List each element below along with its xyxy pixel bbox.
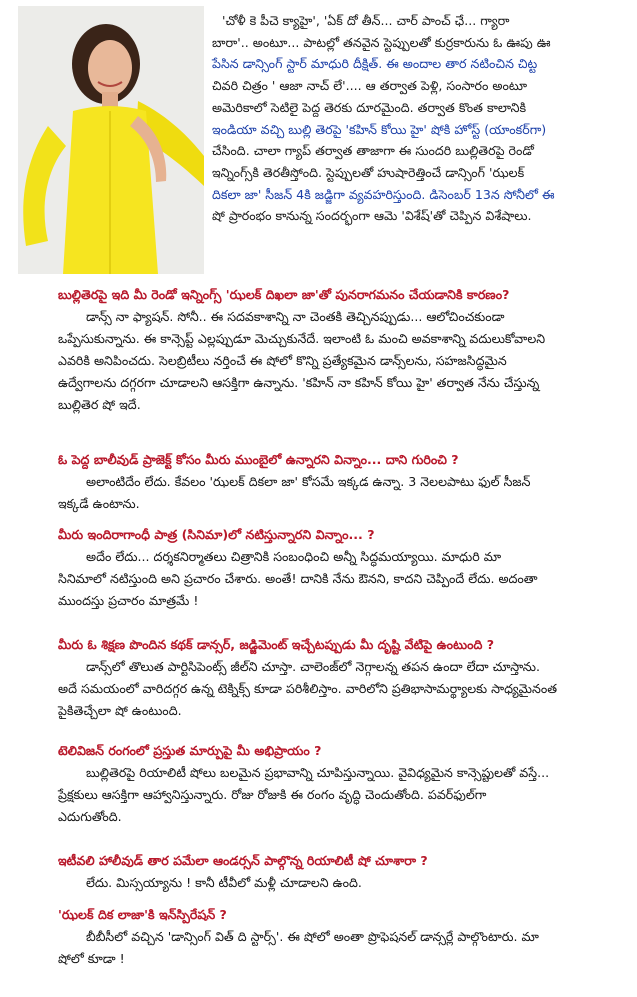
answer-line: డాన్స్ నా ఫ్యాషన్. సోనీ.. ఈ సదవకాశాన్ని నా చెంతకి తెచ్చినప్పుడు... ఆలోచించకుండా	[86, 308, 505, 324]
intro-line: దికలా జా' సీజన్ 4కి జడ్జిగా వ్యవహరిస్తుంది. డిసెంబర్ 13న సోనీలో ఈ	[212, 186, 555, 202]
intro-line: ఇన్నింగ్స్‌కి తెరతీస్తోంది. స్టెప్పులతో హుషారెత్తించే డాన్సింగ్ 'ఝలక్	[212, 164, 525, 180]
intro-line: చేసింది. చాలా గ్యాప్ తర్వాత తాజాగా ఈ సుందరి బుల్లితెరపై రెండో	[212, 143, 534, 159]
qa-block-6	[58, 850, 633, 894]
question: మీరు ఇందిరాగాంధీ పాత్ర (సినిమా)లో నటిస్తున్నారని విన్నాం... ?	[58, 527, 375, 542]
answer	[58, 656, 633, 722]
question: ఇటీవలి హాలీవుడ్ తార పమేలా ఆండర్సన్ పాల్గొన్న రియాలిటీ షో చూశారా ?	[58, 853, 428, 868]
answer	[58, 306, 633, 416]
intro-line: 'చోళీ కె పీచె క్యాహై', 'ఏక్ దో తీన్... చార్ పాంచ్ ఛే... గ్యారా	[222, 13, 510, 28]
answer-line: ఒప్పేసుకున్నాను. ఈ కాన్సెప్ట్ ఎల్లప్పుడూ మెచ్చుకునేదే. ఇలాంటి ఓ మంచి అవకాశాన్ని వదులుకోవాలని	[58, 330, 546, 346]
madhuri-photo	[18, 6, 204, 274]
intro-line: ఇండియా వచ్చి బుల్లి తెరపై 'కహిన్ కోయి హై' షోకి హోస్ట్ (యాంకర్‌గా)	[212, 121, 547, 137]
answer-line: బీబీసీలో వచ్చిన 'డాన్సింగ్ విత్ ది స్టార్స్'. ఈ షోలో అంతా ప్రొఫెషనల్ డాన్సర్లే పాల్గొంటారు. మా	[86, 928, 539, 944]
question: ఓ పెద్ద బాలీవుడ్ ప్రాజెక్ట్ కోసం మీరు ముంబైలో ఉన్నారని విన్నాం... దాని గురించి ?	[58, 452, 459, 467]
answer-line: అదే సమయంలో వారిదగ్గర ఉన్న టెక్నిక్స్ కూడా పరిశీలిస్తాం. వారిలోని ప్రతిభాసామర్థ్యాలకు సాధ్యమైనంత	[58, 680, 557, 696]
intro-line: షో ప్రారంభం కానున్న సందర్భంగా ఆమె 'విశేష్'తో చెప్పిన విశేషాలు.	[212, 208, 532, 224]
question: 'ఝలక్ దిక లాజా'కి ఇన్‌స్పిరేషన్ ?	[58, 907, 227, 922]
answer-line: అలాంటిదేం లేదు. కేవలం 'ఝలక్ దికలా జా' కోసమే ఇక్కడ ఉన్నా. 3 నెలలపాటు ఫుల్ సీజన్	[86, 473, 531, 489]
answer-line: సినిమాలో నటిస్తుంది అని ప్రచారం చేశారు. అంతే! దానికి నేను ఔనని, కాదని చెప్పిందే లేదు. అదంతా	[58, 570, 538, 586]
question: టెలివిజన్ రంగంలో ప్రస్తుత మార్పుపై మీ అభిప్రాయం ?	[58, 743, 322, 758]
answer-line: ప్రేక్షకులు ఆసక్తిగా ఆహ్వానిస్తున్నారు. రోజు రోజుకి ఈ రంగం వృద్ధి చెందుతోంది. పవర్‌ఫుల్‌గా	[58, 786, 487, 802]
answer-line: బుల్లితెరపై రియాలిటీ షోలు బలమైన ప్రభావాన్ని చూపిస్తున్నాయి. వైవిధ్యమైన కాన్సెప్టులతో వస్తే...	[86, 764, 550, 780]
answer-line: ఉద్వేగాలను దగ్గరగా చూడాలని ఆసక్తిగా ఉన్నాను. 'కహిన్ నా కహిన్ కోయి హై' తర్వాత నేను చేస్తున్న	[58, 374, 540, 390]
intro-paragraph	[212, 10, 630, 227]
answer-line: లేదు. మిస్సయ్యాను ! కానీ టీవీలో మళ్లీ చూడాలని ఉంది.	[86, 874, 362, 890]
answer-line: పైకితెచ్చేలా షో ఉంటుంది.	[58, 702, 182, 718]
answer-line: డాన్స్‌లో తొలుత పార్టిసిపెంట్స్ జీల్‌ని చూస్తా. చాలెంజ్‌లో నెగ్గాలన్న తపన ఉందా లేదా చూస్తాను.	[86, 658, 540, 674]
answer-line: షోలో కూడా !	[58, 950, 125, 966]
qa-block-5	[58, 740, 633, 828]
intro-line: బారా'.. అంటూ... పాటల్లో తనవైన స్టెప్పులతో కుర్రకారును ఓ ఊపు ఊ	[212, 34, 551, 50]
intro-line: చివరి చిత్రం ' ఆజా నాచ్ లే'.... ఆ తర్వాత పెళ్లి, సంసారం అంటూ	[212, 78, 528, 94]
answer-line: అదేం లేదు... దర్శకనిర్మాతలు చిత్రానికి సంబంధించి అన్నీ సిద్ధమయ్యాయి. మాధురి మా	[86, 548, 502, 564]
answer	[58, 926, 633, 970]
answer-line: ఎవరికి అనిపించదు. సెలబ్రిటీలు నర్తించే ఈ షోలో కొన్ని ప్రత్యేకమైన డాన్స్‌లను, సహజసిద్ధమైన	[58, 352, 507, 368]
answer-line: ఇక్కడే ఉంటాను.	[58, 495, 140, 511]
qa-block-7	[58, 904, 633, 970]
answer-line: బుల్లితెర షో ఇదే.	[58, 396, 141, 412]
qa-block-4	[58, 634, 633, 722]
intro-line: అమెరికాలో సెటిలై పెద్ద తెరకు దూరమైంది. తర్వాత కొంత కాలానికి	[212, 99, 527, 115]
qa-block-2	[58, 449, 633, 515]
qa-block-3	[58, 524, 633, 612]
woman-in-yellow-image	[18, 6, 204, 274]
question: మీరు ఓ శిక్షణ పొందిన కథక్ డాన్సర్, జడ్జిమెంట్ ఇచ్చేటప్పుడు మీ దృష్టి వేటిపై ఉంటుంది ?	[58, 637, 495, 652]
answer	[58, 872, 633, 894]
answer	[58, 546, 633, 612]
question: బుల్లితెరపై ఇది మీ రెండో ఇన్నింగ్స్ 'ఝలక్ దిఖలా జా'తో పునరాగమనం చేయడానికి కారణం?	[58, 287, 510, 302]
answer	[58, 762, 633, 828]
qa-block-1	[58, 284, 633, 415]
answer-line: ఎదుగుతోంది.	[58, 808, 122, 824]
answer	[58, 471, 633, 515]
answer-line: ముందస్తు ప్రచారం మాత్రమే !	[58, 592, 199, 608]
intro-line: పేసిన డాన్సింగ్ స్టార్ మాధురి దీక్షిత్. ఈ అందాల తార నటించిన చిట్ట	[212, 56, 538, 72]
